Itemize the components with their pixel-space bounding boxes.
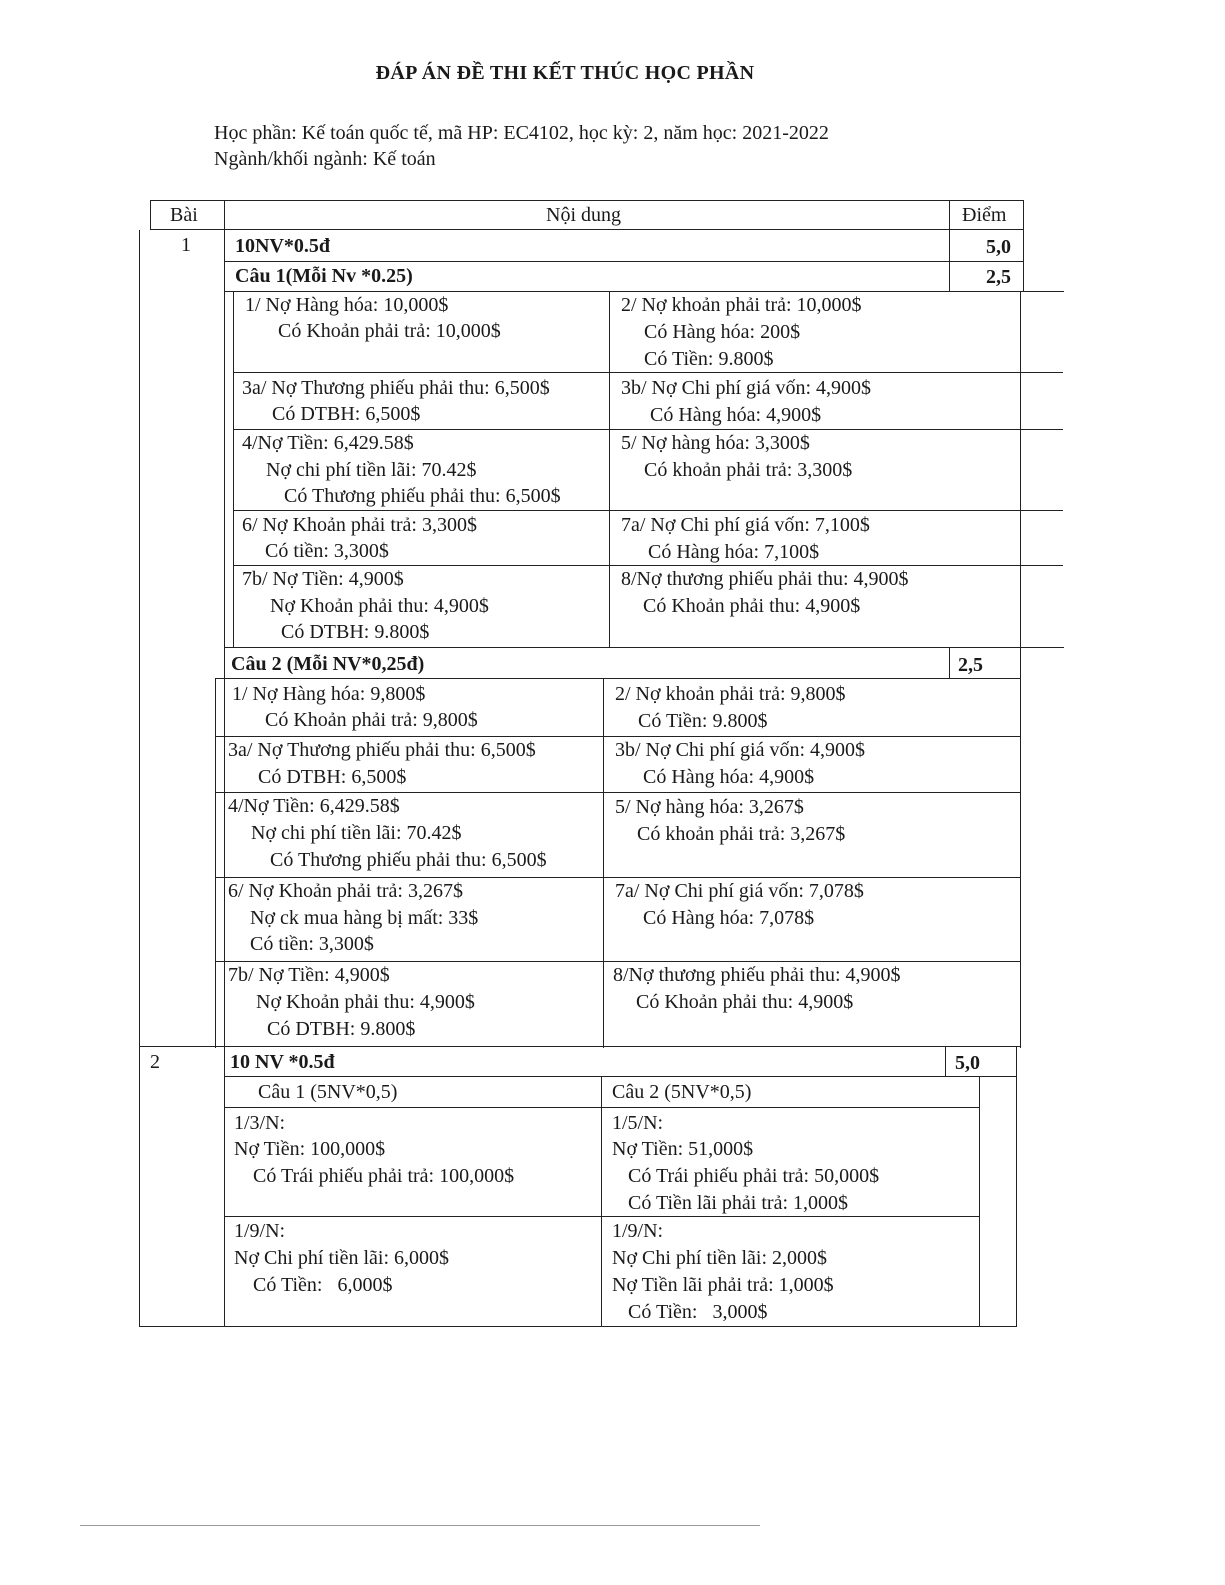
bai2-r1-left-1: 1/3/N: [234,1112,286,1134]
cau2-r2-left-2: Có DTBH: 6,500$ [258,766,407,788]
bai-column-left [139,230,140,1326]
cau1-inner-left [233,291,234,647]
cau2-r4-left-1: 6/ Nợ Khoản phải trả: 3,267$ [228,880,463,902]
bai2-heading: 10 NV *0.5đ [230,1051,335,1073]
bai1-score: 5,0 [986,236,1011,258]
footer-divider [80,1525,760,1526]
bai1-heading: 10NV*0.5đ [235,235,331,257]
cau1-r5-left-2: Nợ Khoản phải thu: 4,900$ [270,595,489,617]
cau2-diem-divider [949,648,950,678]
cau1-r4-right-1: 7a/ Nợ Chi phí giá vốn: 7,100$ [621,514,870,536]
cau2-r4-right-1: 7a/ Nợ Chi phí giá vốn: 7,078$ [615,880,864,902]
cau1-r3-left-2: Nợ chi phí tiền lãi: 70.42$ [266,459,477,481]
bai2-inner-right [979,1076,980,1326]
bai2-r2-left-2: Nợ Chi phí tiền lãi: 6,000$ [234,1247,450,1269]
cau2-r3-right-1: 5/ Nợ hàng hóa: 3,267$ [615,796,804,818]
cau2-diem-right [1020,648,1021,678]
bai2-inner-middle [601,1076,602,1326]
diem-column-divider [949,200,950,292]
header-noidung: Nội dung [546,204,621,226]
cau1-row-divider [233,372,1063,373]
header-bai: Bài [170,204,198,226]
bai1-heading-bottom [224,261,1024,262]
cau2-inner-right [1020,678,1021,1048]
bai2-col-left-header: Câu 1 (5NV*0,5) [258,1081,398,1103]
cau2-r2-left-1: 3a/ Nợ Thương phiếu phải thu: 6,500$ [228,739,536,761]
table-border-top [150,200,1024,201]
bai2-r1-left-2: Nợ Tiền: 100,000$ [234,1138,386,1160]
bai1-number: 1 [181,234,191,256]
cau2-r2-right-1: 3b/ Nợ Chi phí giá vốn: 4,900$ [615,739,866,761]
header-row-bottom [150,229,1024,230]
cau2-r3-left-3: Có Thương phiếu phải thu: 6,500$ [270,849,547,871]
cau1-r4-right-2: Có Hàng hóa: 7,100$ [648,541,820,563]
cau2-r1-right-2: Có Tiền: 9.800$ [638,710,768,732]
cau2-r1-right-1: 2/ Nợ khoản phải trả: 9,800$ [615,683,846,705]
cau2-inner-left [215,678,216,1048]
cau1-r2-left-1: 3a/ Nợ Thương phiếu phải thu: 6,500$ [242,377,550,399]
cau1-r3-right-1: 5/ Nợ hàng hóa: 3,300$ [621,432,810,454]
cau1-r1-right-1: 2/ Nợ khoản phải trả: 10,000$ [621,294,862,316]
cau2-r1-left-2: Có Khoản phải trả: 9,800$ [265,709,478,731]
cau1-r1-right-3: Có Tiền: 9.800$ [644,348,774,370]
bai2-r1-right-4: Có Tiền lãi phải trả: 1,000$ [628,1192,848,1214]
bai2-r2-left-1: 1/9/N: [234,1220,286,1242]
document-title: ĐÁP ÁN ĐỀ THI KẾT THÚC HỌC PHẦN [375,62,755,84]
cau1-score: 2,5 [986,266,1011,288]
cau1-r3-left-1: 4/Nợ Tiền: 6,429.58$ [242,432,414,454]
cau2-r5-left-2: Nợ Khoản phải thu: 4,900$ [256,991,475,1013]
cau1-r1-right-2: Có Hàng hóa: 200$ [644,321,801,343]
cau2-inner-middle [603,678,604,1048]
cau1-r5-right-2: Có Khoản phải thu: 4,900$ [643,595,861,617]
cau1-r1-left-1: 1/ Nợ Hàng hóa: 10,000$ [245,294,449,316]
cau1-r5-left-3: Có DTBH: 9.800$ [281,621,430,643]
bai2-r1-right-1: 1/5/N: [612,1112,664,1134]
cau1-r5-left-1: 7b/ Nợ Tiền: 4,900$ [242,568,404,590]
cau2-heading-bottom [215,678,1021,679]
bai2-inner-left [224,1076,225,1326]
bai2-row-divider [224,1216,980,1217]
cau1-r3-left-3: Có Thương phiếu phải thu: 6,500$ [284,485,561,507]
cau1-inner-right [1020,291,1021,647]
cau2-r3-right-2: Có khoản phải trả: 3,267$ [637,823,846,845]
cau2-r5-right-2: Có Khoản phải thu: 4,900$ [636,991,854,1013]
cau2-r4-left-3: Có tiền: 3,300$ [250,933,374,955]
bai2-heading-bottom [224,1076,1017,1077]
cau2-r1-left-1: 1/ Nợ Hàng hóa: 9,800$ [232,683,426,705]
cau2-score: 2,5 [958,654,983,676]
cau2-r5-left-1: 7b/ Nợ Tiền: 4,900$ [228,964,390,986]
bai2-r2-right-3: Nợ Tiền lãi phải trả: 1,000$ [612,1274,834,1296]
bai2-number: 2 [150,1051,160,1073]
bai2-col-header-bottom [224,1107,980,1108]
major-line: Ngành/khối ngành: Kế toán [214,148,436,170]
bai2-r2-right-1: 1/9/N: [612,1220,664,1242]
cau1-r2-right-2: Có Hàng hóa: 4,900$ [650,404,822,426]
header-diem: Điểm [962,204,1007,226]
cau1-r3-right-2: Có khoản phải trả: 3,300$ [644,459,853,481]
bai2-diem-divider [945,1046,946,1077]
bai2-r1-right-2: Nợ Tiền: 51,000$ [612,1138,754,1160]
cau2-heading: Câu 2 (Mỗi NV*0,25đ) [231,653,425,675]
document-meta [214,120,829,172]
bai2-r2-right-4: Có Tiền: 3,000$ [628,1301,768,1323]
cau2-r4-left-2: Nợ ck mua hàng bị mất: 33$ [250,907,479,929]
bai2-top [139,1046,1021,1047]
cau1-inner-middle [609,291,610,647]
bai2-r1-right-3: Có Trái phiếu phải trả: 50,000$ [628,1165,880,1187]
cau1-r2-left-2: Có DTBH: 6,500$ [272,403,421,425]
table-bottom [139,1326,1017,1327]
cau2-r5-right-1: 8/Nợ thương phiếu phải thu: 4,900$ [613,964,901,986]
bai2-score: 5,0 [955,1052,980,1074]
cau2-r4-right-2: Có Hàng hóa: 7,078$ [643,907,815,929]
cau1-r4-left-1: 6/ Nợ Khoản phải trả: 3,300$ [242,514,477,536]
cau1-r1-left-2: Có Khoản phải trả: 10,000$ [278,320,501,342]
cau1-r4-left-2: Có tiền: 3,300$ [265,540,389,562]
table-border-left [150,200,151,230]
cau1-row-divider [233,510,1063,511]
cau1-heading: Câu 1(Mỗi Nv *0.25) [235,265,413,287]
course-line: Học phần: Kế toán quốc tế, mã HP: EC4102, học kỳ: 2, năm học: 2021-2022 [214,122,829,144]
cau2-r3-left-1: 4/Nợ Tiền: 6,429.58$ [228,795,400,817]
bai2-diem-right [1016,1046,1017,1327]
cau2-r2-right-2: Có Hàng hóa: 4,900$ [643,766,815,788]
cau1-r2-right-1: 3b/ Nợ Chi phí giá vốn: 4,900$ [621,377,872,399]
bai2-r1-left-3: Có Trái phiếu phải trả: 100,000$ [253,1165,515,1187]
table-border-right [1023,200,1024,292]
bai2-r2-left-3: Có Tiền: 6,000$ [253,1274,393,1296]
cau2-r3-left-2: Nợ chi phí tiền lãi: 70.42$ [251,822,462,844]
cau2-r5-left-3: Có DTBH: 9.800$ [267,1018,416,1040]
bai2-r2-right-2: Nợ Chi phí tiền lãi: 2,000$ [612,1247,828,1269]
cau1-r5-right-1: 8/Nợ thương phiếu phải thu: 4,900$ [621,568,909,590]
bai2-col-right-header: Câu 2 (5NV*0,5) [612,1081,752,1103]
cau1-bottom [224,647,1064,648]
